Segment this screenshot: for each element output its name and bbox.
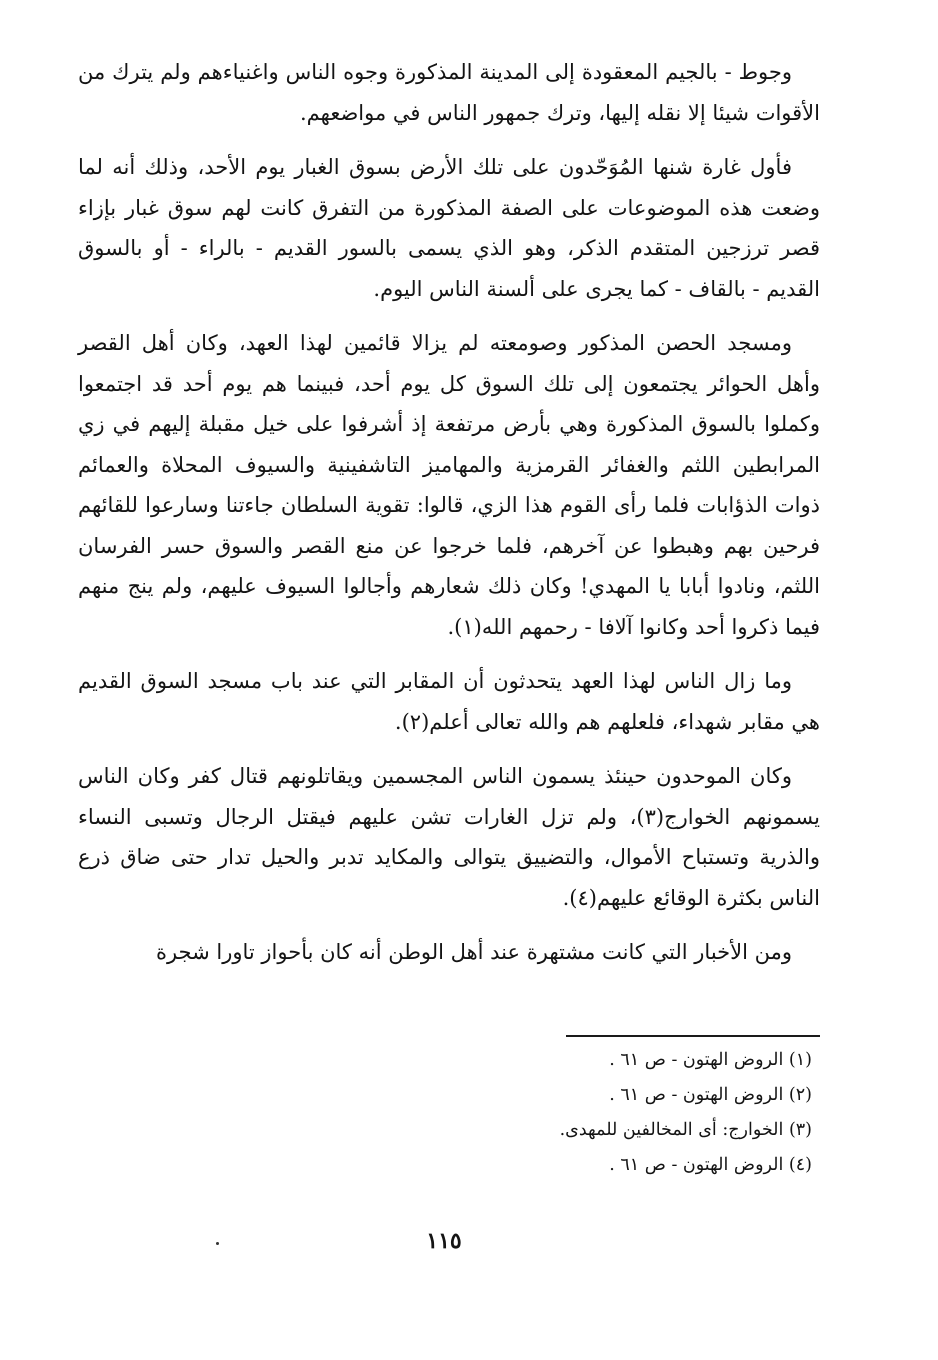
- paragraph-6: ومن الأخبار التي كانت مشتهرة عند أهل الوطن أنه كان بأحواز تاورا شجرة: [155, 940, 792, 964]
- paragraph-4: وما زال الناس لهذا العهد يتحدثون أن المقابر التي عند باب مسجد السوق القديم هي مقابر شهداء، فلعلهم هم والله تعالى أعلم(٢).: [78, 669, 820, 734]
- main-text: [78, 52, 820, 973]
- scan-speck: [216, 1242, 219, 1245]
- footnote-4: (٤) الروض الهتون - ص ٦١ .: [609, 1155, 812, 1175]
- footnote-2: (٢) الروض الهتون - ص ٦١ .: [609, 1085, 812, 1105]
- paragraph-2: فأول غارة شنها المُوَحّدون على تلك الأرض بسوق الغبار يوم الأحد، وذلك أنه لما وضعت هذه الموضوعات على الصفة المذكورة من التفرق كانت لهم سوق غبار بإزاء قصر ترزجين المتقدم الذكر، وهو الذي يسمى بالسور القديم - بالراء - أو بالسوق القديم - بالقاف - كما يجرى على ألسنة الناس اليوم.: [78, 155, 820, 301]
- paragraph-3: ومسجد الحصن المذكور وصومعته لم يزالا قائمين لهذا العهد، وكان أهل القصر وأهل الحوائر يجتمعون إلى تلك السوق كل يوم أحد، فبينما هم يوم أحد قد اجتمعوا وكملوا بالسوق المذكورة وهي بأرض مرتفعة إذ أشرفوا على خيل مقبلة إليهم في زي المرابطين اللثم والغفائر القرمزية والمهاميز التاشفينية والسيوف المحلاة والعمائم ذوات الذؤابات فلما رأى القوم هذا الزي، قالوا: تقوية السلطان جاءتنا وسارعوا للقائهم فرحين بهم وهبطوا عن آخرهم، فلما خرجوا عن منع القصر والسوق حسر الفرسان اللثم، ونادوا أبابا يا المهدي! وكان ذلك شعارهم وأجالوا السيوف عليهم، ولم ينج منهم فيما ذكروا أحد وكانوا آلافا - رحمهم الله(١).: [78, 331, 820, 639]
- paragraph-1: وجوط - بالجيم المعقودة إلى المدينة المذكورة وجوه الناس واغنياءهم ولم يترك من الأقوات شيئا إلا نقله إليها، وترك جمهور الناس في مواضعهم.: [78, 60, 820, 125]
- footnote-1: (١) الروض الهتون - ص ٦١ .: [609, 1050, 812, 1070]
- footnote-3: (٣) الخوارج: أى المخالفين للمهدى.: [559, 1120, 812, 1140]
- footnotes: [300, 1043, 812, 1183]
- page-number: ١١٥: [426, 1228, 462, 1254]
- paragraph-5: وكان الموحدون حينئذ يسمون الناس المجسمين ويقاتلونهم قتال كفر وكان الناس يسمونهم الخوارج(٣)، ولم تزل الغارات تشن عليهم فيقتل الرجال وتسبى النساء والذرية وتستباح الأموال، والتضييق يتوالى والمكايد تدبر والحيل تدار حتى ضاق ذرع الناس بكثرة الوقائع عليهم(٤).: [78, 764, 820, 910]
- footnote-separator: [566, 1035, 820, 1037]
